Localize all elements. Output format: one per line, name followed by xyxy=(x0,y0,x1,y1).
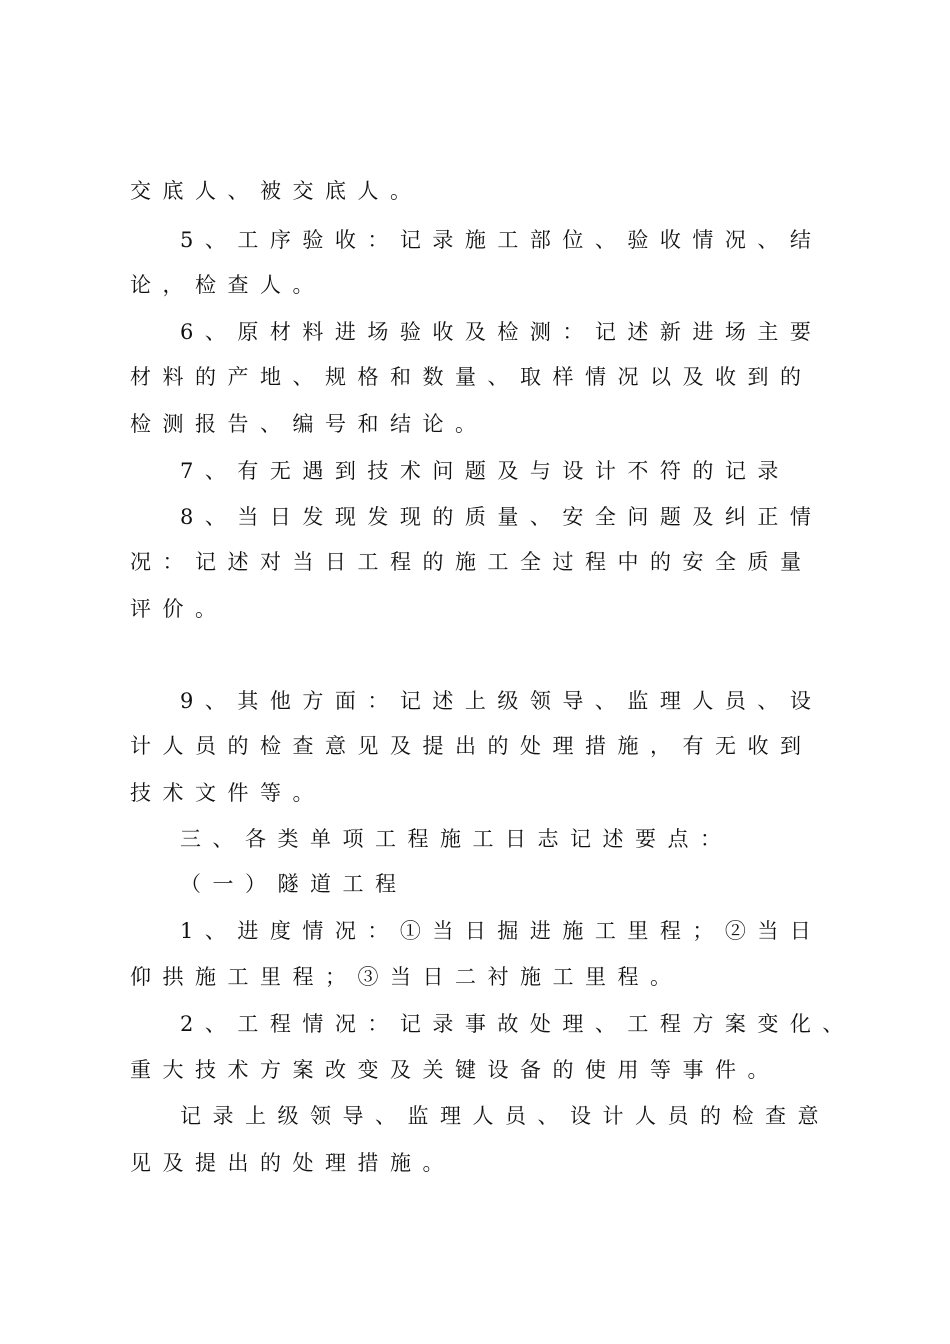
text-line: 况：记述对当日工程的施工全过程中的安全质量 xyxy=(130,550,813,574)
text-line: 技术文件等。 xyxy=(130,781,325,805)
text-line: 9、其他方面：记述上级领导、监理人员、设 xyxy=(180,689,823,713)
text-line: 见及提出的处理措施。 xyxy=(130,1151,455,1175)
text-line: 评价。 xyxy=(130,597,228,621)
text-line: 记录上级领导、监理人员、设计人员的检查意 xyxy=(180,1104,830,1128)
text-line: 检测报告、编号和结论。 xyxy=(130,412,488,436)
text-line: 2、工程情况：记录事故处理、工程方案变化、 xyxy=(180,1012,855,1036)
text-line: 7、有无遇到技术问题及与设计不符的记录 xyxy=(180,459,790,483)
text-line: 论，检查人。 xyxy=(130,273,325,297)
text-line: 仰拱施工里程；③当日二衬施工里程。 xyxy=(130,965,683,989)
text-line: 计人员的检查意见及提出的处理措施，有无收到 xyxy=(130,734,813,758)
text-line: 6、原材料进场验收及检测：记述新进场主要 xyxy=(180,320,823,344)
text-line: 5、工序验收：记录施工部位、验收情况、结 xyxy=(180,228,823,252)
text-line: 8、当日发现发现的质量、安全问题及纠正情 xyxy=(180,505,823,529)
text-line: 交底人、被交底人。 xyxy=(130,179,423,203)
section-heading: 三、各类单项工程施工日志记述要点： xyxy=(180,827,733,851)
text-line: 重大技术方案改变及关键设备的使用等事件。 xyxy=(130,1058,780,1082)
text-line: 材料的产地、规格和数量、取样情况以及收到的 xyxy=(130,365,813,389)
subsection-heading: （一）隧道工程 xyxy=(180,872,408,896)
text-line: 1、进度情况：①当日掘进施工里程；②当日 xyxy=(180,919,823,943)
